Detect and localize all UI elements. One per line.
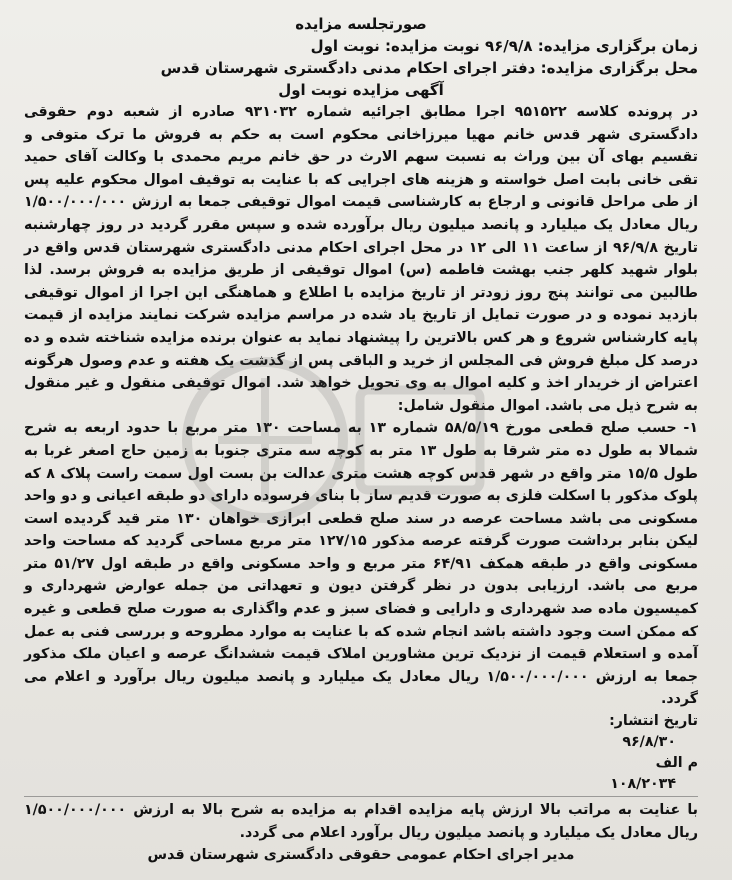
notice-title: آگهی مزایده نوبت اول [278, 81, 444, 99]
auction-time-line: زمان برگزاری مزایده: ۹۶/۹/۸ نوبت مزایده: نوبت اول [310, 37, 698, 55]
closing-paragraph: با عنایت به مراتب بالا ارزش پایه مزایده اقدام به مزایده به شرح بالا به ارزش ۱/۵۰۰/۰۰۰/۰۰۰ ریال معادل یک میلیارد و پانصد میلیون ریال برآورد اعلام می گردد. [24, 802, 698, 841]
signature-line: مدیر اجرای احکام عمومی حقوقی دادگستری شهرستان قدس [147, 847, 575, 864]
publication-info [24, 711, 698, 795]
divider [24, 796, 698, 797]
publication-code-row [24, 774, 698, 795]
notice-main-paragraph: در پرونده کلاسه ۹۵۱۵۲۲ اجرا مطابق اجرائیه شماره ۹۳۱۰۳۲ صادره از شعبه دوم حقوقی دادگستری شهر قدس خانم مهیا میرزاخانی محکوم است به حکم به فروش ما ترک متوفی و تقسیم بهای آن بین وراث به نسبت سهم الارث در حق خانم مریم محمدی با وکالت آقای حمید تقی خانی بابت اصل خواسته و هزینه های اجرایی که با عنایت به توقیف اموال محکوم علیه پس از طی مراحل قانونی و ارجاع به کارشناسی قیمت اموال توقیفی جمعا به ارزش ۱/۵۰۰/۰۰۰/۰۰۰ ریال معادل یک میلیارد و پانصد میلیون ریال برآورده شده و سپس مقرر گردید در روز چهارشنبه تاریخ ۹۶/۹/۸ از ساعت ۱۱ الی ۱۲ در محل اجرای احکام مدنی دادگستری شهرستان قدس واقع در بلوار شهید کلهر جنب بهشت فاطمه (س) اموال توقیفی از طریق مزایده به فروش برسد. لذا طالبین می توانند پنج روز زودتر از تاریخ مزایده با اطلاع و هماهنگی این اجرا از اموال توقیفی بازدید نموده و در صورت تمایل از تاریخ یاد شده در مراسم مزایده شرکت نمایند مزایده از قیمت پایه کارشناس شروع و هر کس بالاترین را پیشنهاد نماید به عنوان برنده مزایده شناخته شده و ده درصد کل مبلغ فروش فی المجلس از خرید و الباقی پس از گذشت یک هفته و عدم وصول هرگونه اعتراض از خریدار اخذ و کلیه اموال به وی تحویل خواهد شد. اموال توقیفی منقول و غیر منقول به شرح ذیل می باشد. اموال منقول شامل: [24, 104, 699, 414]
publication-date-value: ۹۶/۸/۳۰ [622, 734, 676, 751]
document-title: صورتجلسه مزایده [295, 15, 427, 33]
publication-code-value: ۱۰۸/۲۰۳۴ [610, 776, 676, 793]
publication-date-label: تاریخ انتشار: [609, 713, 698, 730]
publication-date-row [24, 732, 698, 753]
notice-item-paragraph: ۱- حسب صلح قطعی مورخ ۵۸/۵/۱۹ شماره ۱۳ به مساحت ۱۳۰ متر مربع با حدود اربعه به شرح شمالا به طول ده متر شرقا به طول ۱۳ متر به کوچه سه متری جنوبا به زمین حاج اصغر غربا به طول ۱۵/۵ متر واقع در شهر قدس کوچه هشت متری عدالت بن بست اول سمت راست پلاک ۸ که پلوک مذکور با اسکلت فلزی به صورت قدیم ساز با بنای فرسوده دارای دو طبقه اعیانی و دو واحد مسکونی می باشد مساحت عرصه در سند صلح قطعی ابرازی خواهان ۱۳۰ متر قید گردیده است لیکن بنابر برداشت صورت گرفته عرصه مذکور ۱۲۷/۱۵ متر مربع مساحی گردید که مساحت واحد مسکونی واقع در طبقه همکف ۶۴/۹۱ متر مربع و واحد مسکونی واقع در طبقه اول ۵۱/۲۷ متر مربع می باشد. ارزیابی بدون در نظر گرفتن دیون و تعهداتی من جمله عوارض شهرداری و کمیسیون ماده صد شهرداری و دارایی و فضای سبز و عدم واگذاری به صورت صلح قطعی و غیره که ممکن است وجود داشته باشد انجام شده که با عنایت به موارد مطروحه و بررسی فنی به عمل آمده و استعلام قیمت از نزدیک ترین مشاورین املاک قیمت ششدانگ عرصه و اعیان ملک مذکور جمعا به ارزش ۱/۵۰۰/۰۰۰/۰۰۰ ریال معادل یک میلیارد و پانصد میلیون ریال برآورد و اعلام می گردد. [24, 420, 699, 708]
publication-code-label: م الف [655, 755, 698, 772]
auction-place-line: محل برگزاری مزایده: دفتر اجرای احکام مدنی دادگستری شهرستان قدس [160, 59, 698, 77]
